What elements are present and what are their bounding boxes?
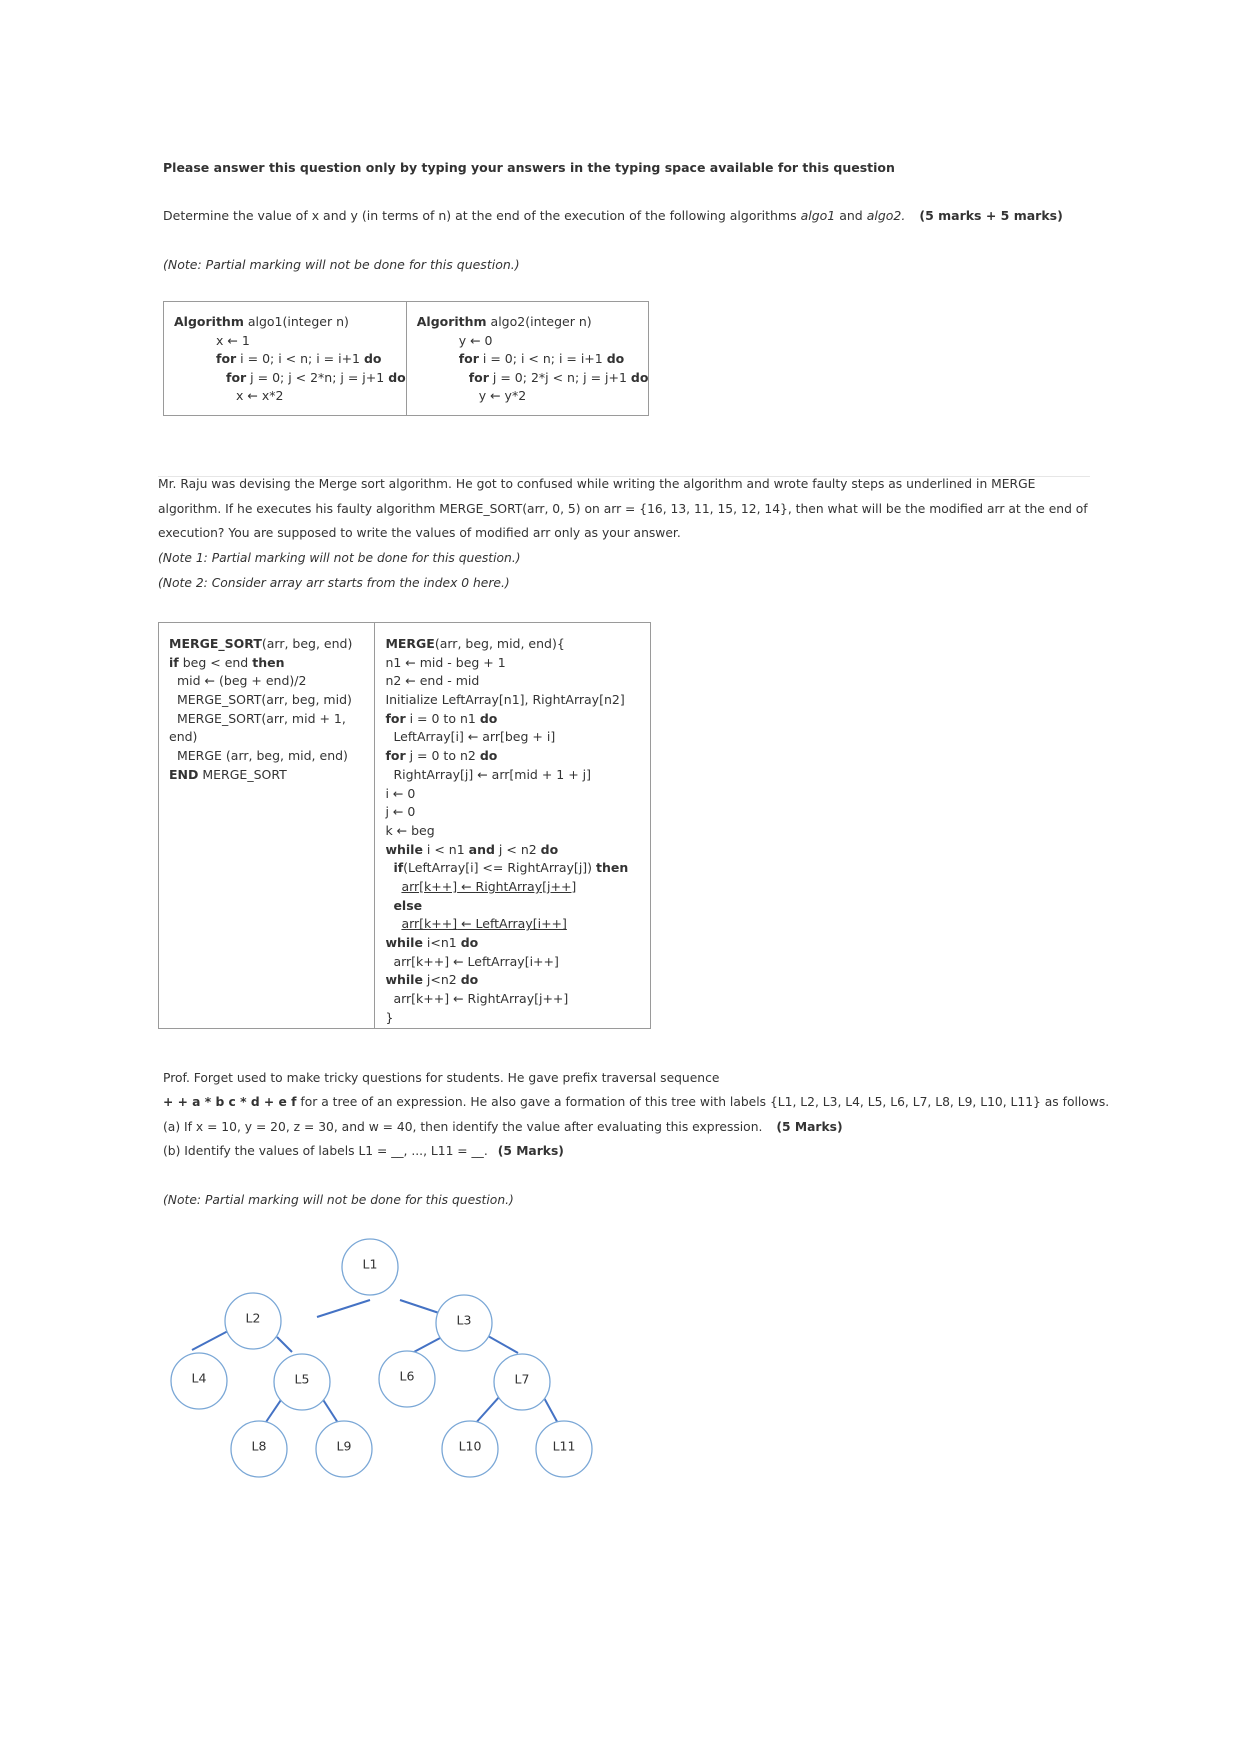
m-l12-do: do [540, 841, 559, 857]
algo2-outer-loop [417, 350, 649, 369]
tree-node-label: L7 [514, 1371, 530, 1387]
q1-question-text: Determine the value of x and y (in terms of n) at the end of the execution of the following algorithms [163, 208, 801, 223]
m-line13 [385, 859, 650, 878]
algo1-for1-kw: for [216, 351, 237, 366]
m-line10: j ← 0 [385, 804, 416, 820]
tree-node-label: L1 [362, 1256, 378, 1272]
q3-prefix-sequence: + + a * b c * d + e f [163, 1095, 297, 1109]
ms-l2-text: beg < end [178, 654, 253, 670]
merge-sort-cell [159, 623, 375, 1029]
algorithm-table [163, 301, 649, 416]
ms-line1 [169, 635, 374, 654]
m-l5-text: i = 0 to n1 [405, 710, 480, 726]
q1-marks: (5 marks + 5 marks) [919, 208, 1063, 223]
algo2-inner-loop [417, 369, 649, 388]
m-line17 [385, 934, 650, 953]
m-l19-do: do [460, 972, 479, 988]
m-line18: arr[k++] ← LeftArray[i++] [393, 953, 559, 969]
tree-node-L9 [316, 1421, 372, 1477]
algo1-keyword: Algorithm [174, 314, 244, 329]
tree-node-L2 [225, 1293, 281, 1349]
algo1-for1-text: i = 0; i < n; i = i+1 [236, 351, 364, 366]
tree-node-L8 [231, 1421, 287, 1477]
q3-text-line2 [163, 1095, 1109, 1109]
tree-node-label: L11 [552, 1438, 576, 1454]
m-line2: n1 ← mid - beg + 1 [385, 654, 506, 670]
m-l7-text: j = 0 to n2 [405, 748, 480, 764]
ms-line7: MERGE (arr, beg, mid, end) [177, 748, 348, 764]
ms-l2-kw: if [169, 654, 179, 670]
m-line21: } [385, 1009, 394, 1025]
m-l5-kw: for [385, 710, 406, 726]
m-l19-text: j<n2 [422, 972, 461, 988]
m-line15: else [393, 897, 423, 913]
q1-note: (Note: Partial marking will not be done for this question.) [163, 257, 520, 272]
q1-instruction: Please answer this question only by typing your answers in the typing space available for this question [163, 160, 895, 175]
tree-node-L3 [436, 1295, 492, 1351]
m-l14-rhs: RightArray[j++] [475, 878, 577, 894]
m-line1 [385, 635, 650, 654]
m-l17-kw: while [385, 935, 423, 950]
m-line3: n2 ← end - mid [385, 673, 480, 689]
algo2-for1-text: i = 0; i < n; i = i+1 [478, 351, 607, 366]
m-line6: LeftArray[i] ← arr[beg + i] [393, 729, 556, 745]
q2-text-line1: Mr. Raju was devising the Merge sort algorithm. He got to confused while writing the algorithm and wrote faulty steps as underlined in MERGE [158, 477, 1036, 491]
algo1-cell [164, 302, 407, 416]
algo2-init: y ← 0 [458, 332, 493, 348]
tree-node-label: L10 [458, 1438, 482, 1454]
q2-note1: (Note 1: Partial marking will not be done for this question.) [158, 551, 521, 565]
algo1-for2-text: j = 0; j < 2*n; j = j+1 [246, 369, 389, 385]
tree-node-L5 [274, 1354, 330, 1410]
m-l12-text: i < n1 [422, 841, 469, 857]
m-line12 [385, 841, 650, 860]
q3-text-line2-rest: for a tree of an expression. He also gave a formation of this tree with labels {L1, L2, L3, L4, L5, L6, L7, L8, L9, L10, L11} as follows. [296, 1095, 1110, 1109]
algo1-inner-loop [174, 369, 406, 388]
algo1-do1: do [363, 351, 382, 366]
m-line7 [385, 747, 650, 766]
tree-node-label: L4 [191, 1370, 207, 1386]
tree-node-label: L2 [245, 1310, 261, 1326]
algo1-outer-loop [174, 350, 406, 369]
tree-node-label: L6 [399, 1368, 415, 1384]
q1-algo2-name: algo2. [866, 208, 906, 223]
m-line19 [385, 971, 650, 990]
tree-edge-L3-L6 [412, 1337, 442, 1353]
q1-algo1-name: algo1 [800, 208, 836, 223]
tree-node-label: L9 [336, 1438, 352, 1454]
q3-part-b-text: (b) Identify the values of labels L1 = __, ..., L11 = __. [163, 1144, 488, 1158]
m-l12-and: and [468, 841, 495, 857]
ms-line4: MERGE_SORT(arr, beg, mid) [177, 692, 352, 708]
algo1-init: x ← 1 [216, 332, 250, 348]
tree-edge-L2-L5 [277, 1337, 292, 1352]
merge-cell [375, 623, 651, 1029]
m-line14-faulty [385, 878, 650, 897]
m-l1-kw: MERGE [385, 636, 435, 651]
algo1-do2: do [388, 369, 406, 385]
ms-l1-text: (arr, beg, end) [261, 636, 353, 651]
q2-note2: (Note 2: Consider array arr starts from the index 0 here.) [158, 576, 510, 590]
algo2-body: y ← y*2 [478, 388, 527, 403]
ms-line8 [169, 766, 374, 785]
tree-node-L10 [442, 1421, 498, 1477]
algo2-for2-kw: for [468, 369, 489, 385]
q3-text-line1: Prof. Forget used to make tricky questions for students. He gave prefix traversal sequence [163, 1071, 720, 1085]
m-line5 [385, 710, 650, 729]
m-line16-faulty [385, 915, 650, 934]
tree-node-L6 [379, 1351, 435, 1407]
algo2-keyword: Algorithm [416, 314, 487, 329]
algo2-signature [417, 313, 649, 332]
m-l13-kw: if [393, 860, 404, 876]
m-l12-text2: j < n2 [494, 841, 541, 857]
expression-tree-diagram [150, 1220, 630, 1530]
algo2-do2: do [630, 369, 649, 385]
m-l17-text: i<n1 [422, 935, 461, 950]
tree-edge-L1-L3 [400, 1300, 442, 1314]
tree-node-L1 [342, 1239, 398, 1295]
ms-line6: end) [169, 729, 198, 745]
m-line11: k ← beg [385, 822, 435, 838]
tree-node-L7 [494, 1354, 550, 1410]
m-l16-lhs: arr[k++] [401, 916, 458, 932]
ms-l8-text: MERGE_SORT [198, 766, 287, 782]
tree-node-label: L5 [294, 1371, 310, 1387]
algo1-for2-kw: for [226, 369, 247, 385]
m-l16-rhs: LeftArray[i++] [475, 916, 567, 932]
ms-line2 [169, 654, 374, 673]
algo2-cell [406, 302, 649, 416]
ms-l2-then: then [252, 654, 285, 670]
m-l13-text: (LeftArray[i] <= RightArray[j]) [403, 860, 597, 876]
tree-node-L11 [536, 1421, 592, 1477]
tree-node-label: L8 [251, 1438, 267, 1454]
tree-edge-L7-L10 [474, 1396, 500, 1425]
ms-l8-kw: END [169, 766, 199, 782]
algo1-signature-text: algo1(integer n) [243, 314, 349, 329]
m-l14-arrow: ← [457, 878, 476, 894]
tree-edge-L2-L4 [192, 1331, 228, 1350]
m-line20: arr[k++] ← RightArray[j++] [393, 991, 569, 1007]
m-l5-do: do [479, 710, 498, 726]
q1-and-text: and [835, 208, 867, 223]
q3-note: (Note: Partial marking will not be done for this question.) [163, 1193, 514, 1207]
algo2-for2-text: j = 0; 2*j < n; j = j+1 [488, 369, 631, 385]
m-line4: Initialize LeftArray[n1], RightArray[n2] [385, 692, 625, 708]
ms-l1-kw: MERGE_SORT [169, 636, 262, 651]
tree-node-label: L3 [456, 1312, 472, 1328]
merge-sort-table [158, 622, 651, 1029]
algo1-body: x ← x*2 [236, 388, 284, 403]
q3-part-b [163, 1144, 564, 1158]
algo2-for1-kw: for [458, 351, 479, 366]
q3-part-a-marks: (5 Marks) [776, 1120, 843, 1134]
q2-text-line2: algorithm. If he executes his faulty algorithm MERGE_SORT(arr, 0, 5) on arr = {16, 13, 11, 15, 12, 14}, then what will be the modified arr at the end of [158, 502, 1088, 516]
m-l1-text: (arr, beg, mid, end){ [434, 636, 565, 651]
q3-part-a-text: (a) If x = 10, y = 20, z = 30, and w = 40, then identify the value after evaluating this expression. [163, 1120, 763, 1134]
tree-edge-L3-L7 [488, 1336, 518, 1353]
ms-line5: MERGE_SORT(arr, mid + 1, [177, 710, 346, 726]
m-l14-lhs: arr[k++] [401, 878, 458, 894]
algo2-signature-text: algo2(integer n) [486, 314, 592, 329]
m-l7-kw: for [385, 748, 406, 764]
q2-text-line3: execution? You are supposed to write the values of modified arr only as your answer. [158, 526, 681, 540]
tree-nodes [171, 1239, 592, 1477]
algo1-signature [174, 313, 406, 332]
ms-line3: mid ← (beg + end)/2 [177, 673, 307, 689]
q3-part-b-marks: (5 Marks) [497, 1144, 564, 1158]
m-l12-kw: while [385, 841, 423, 857]
m-line8: RightArray[j] ← arr[mid + 1 + j] [393, 766, 591, 782]
tree-edge-L1-L2 [317, 1300, 370, 1317]
m-line9: i ← 0 [385, 785, 416, 801]
q1-question [163, 208, 1063, 223]
m-l7-do: do [479, 748, 498, 764]
m-l13-then: then [596, 860, 629, 876]
tree-node-L4 [171, 1353, 227, 1409]
algo2-do1: do [606, 351, 625, 366]
m-l17-do: do [460, 935, 479, 950]
m-l19-kw: while [385, 972, 423, 988]
q3-part-a [163, 1120, 843, 1134]
m-l16-arrow: ← [457, 916, 476, 932]
